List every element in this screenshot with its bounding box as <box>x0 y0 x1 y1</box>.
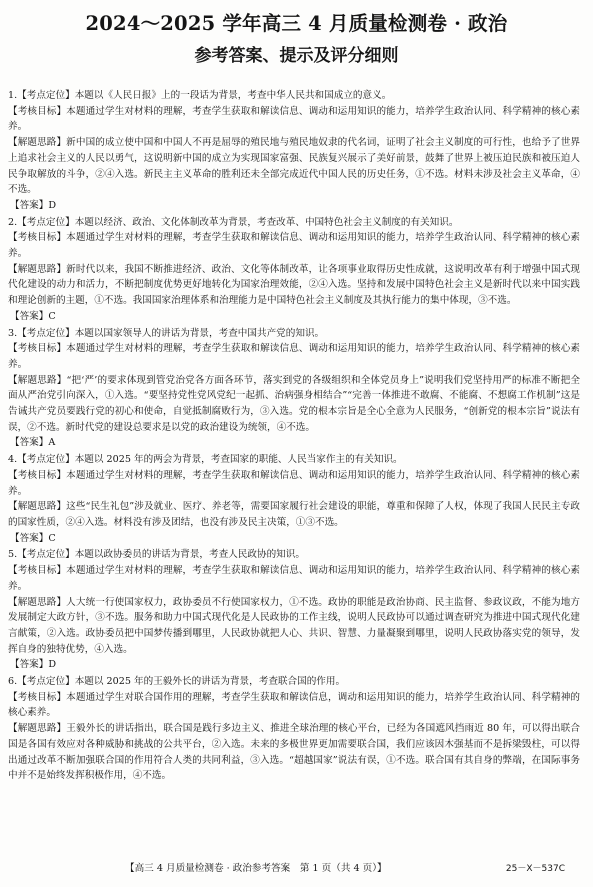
question-analysis: 【解题思路】新时代以来，我国不断推进经济、政治、文化等体制改革，让各项事业取得历史性成就，这说明改革有利于增强中国式现代化建设的动力和活力，不断把制度优势更好地转化为国家治理效能，②④入选。坚持和发展中国特色社会主义是新时代以来中国实践和理论创新的主题，①不选。我国国家治理体系和治理能力是中国特色社会主义制度及其执行能力的集中体现，③不选。 <box>8 263 580 307</box>
page-subtitle: 参考答案、提示及评分细则 <box>194 46 399 66</box>
page-title: 2024～2025 学年高三 4 月质量检测卷 · 政治 <box>85 12 508 35</box>
question-locate <box>8 547 580 563</box>
question-locate <box>8 326 580 342</box>
question-answer: 【答案】C <box>10 532 56 544</box>
answer-body <box>8 88 580 785</box>
locate-text: 【考点定位】本题以政协委员的讲话为背景，考查人民政协的知识。 <box>17 549 305 561</box>
locate-text: 【考点定位】本题以《人民日报》上的一段话为背景，考查中华人民共和国成立的意义。 <box>17 90 392 101</box>
question-answer: 【答案】D <box>10 659 57 671</box>
locate-text: 【考点定位】本题以 2025 年的两会为背景，考查国家的职能、人民当家作主的有关知识。 <box>17 454 403 466</box>
question-locate <box>8 452 580 468</box>
question-target: 【考核目标】本题通过学生对材料的理解，考查学生获取和解读信息、调动和运用知识的能力，培养学生政治认同、科学精神的核心素养。 <box>8 232 580 260</box>
question-target: 【考核目标】本题通过学生对材料的理解，考查学生获取和解读信息、调动和运用知识的能力，培养学生政治认同、科学精神的核心素养。 <box>8 105 580 133</box>
question-number: 5. <box>8 549 18 561</box>
question-2 <box>8 215 580 325</box>
question-locate <box>8 674 580 690</box>
question-number: 4. <box>8 454 18 466</box>
question-6 <box>8 674 580 784</box>
question-analysis: 【解题思路】“把‘严’的要求体现到管党治党各方面各环节，落实到党的各级组织和全体党员身上”说明我们党坚持用严的标准不断把全面从严治党引向深入，①入选。“要坚持党性党风党纪一起抓、治病强身相结合”“完善一体推进不敢腐、不能腐、不想腐工作机制”这是告诫共产党员要践行党的初心和使命，自觉抵制腐败行为，③入选。党的根本宗旨是全心全意为人民服务，“创新党的根本宗旨”说法有误，②不选。新时代党的建设总要求是以党的政治建设为统领，④不选。 <box>8 374 580 433</box>
footer-doc-code: 25－X－537C <box>505 864 565 874</box>
question-target: 【考核目标】本题通过学生对材料的理解，考查学生获取和解读信息、调动和运用知识的能力，培养学生政治认同、科学精神的核心素养。 <box>8 565 580 592</box>
question-answer: 【答案】A <box>10 437 56 449</box>
question-target: 【考核目标】本题通过学生对联合国作用的理解，考查学生获取和解读信息，调动和运用知识的能力，培养学生政治认同、科学精神的核心素养。 <box>8 691 580 719</box>
locate-text: 【考点定位】本题以 2025 年的王毅外长的讲话为背景，考查联合国的作用。 <box>17 676 346 688</box>
question-number: 3. <box>8 327 18 339</box>
locate-text: 【考点定位】本题以经济、政治、文化体制改革为背景，考查改革、中国特色社会主义制度的有关知识。 <box>17 216 459 228</box>
question-number: 2. <box>8 216 18 228</box>
question-analysis: 【解题思路】王毅外长的讲话指出，联合国是践行多边主义、推进全球治理的核心平台，已经为各国遮风挡雨近 80 年，可以得出联合国是各国有效应对各种威胁和挑战的公共平台，②入选。未来的多极世界更加需要联合国，我们应该因木强基而不是拆梁毁柱，可以得出通过改革不断加强联合国的作用符合人类的共同利益，③入选。“超越国家”说法有误，①不选。联合国有其自身的弊端，在国际事务中并不是始终发挥积极作用，④不选。 <box>8 723 580 782</box>
question-target: 【考核目标】本题通过学生对材料的理解，考查学生获取和解读信息、调动和运用知识的能力，培养学生政治认同、科学精神的核心素养。 <box>8 469 580 497</box>
question-analysis: 【解题思路】新中国的成立使中国和中国人不再是屈辱的殖民地与殖民地奴隶的代名词，证明了社会主义制度的可行性，也给予了世界上追求社会主义的人民以勇气，这说明新中国的成立为实现国家富强、民族复兴展示了美好前景，鼓舞了世界上被压迫民族和被压迫人民争取解放的斗争，②④入选。新民主主义革命的胜利还未全部完成近代中国人民的历史任务，①不选。材料未涉及社会主义革命，④不选。 <box>8 137 580 196</box>
question-1 <box>8 88 580 214</box>
question-locate <box>8 215 580 231</box>
question-target: 【考核目标】本题通过学生对材料的理解，考查学生获取和解读信息、调动和运用知识的能力，培养学生政治认同、科学精神的核心素养。 <box>8 343 580 370</box>
question-5 <box>8 547 580 673</box>
question-answer: 【答案】C <box>10 310 56 322</box>
footer-page-info: 【高三 4 月质量检测卷 · 政治参考答案 第 1 页（共 4 页）】 <box>125 863 387 874</box>
question-answer: 【答案】D <box>10 199 57 211</box>
question-number: 1. <box>8 90 18 101</box>
page-footer <box>0 861 593 877</box>
question-locate <box>8 88 580 104</box>
question-4 <box>8 452 580 546</box>
locate-text: 【考点定位】本题以国家领导人的讲话为背景，考查中国共产党的知识。 <box>17 327 325 339</box>
question-analysis: 【解题思路】人大统一行使国家权力，政协委员不行使国家权力，①不选。政协的职能是政治协商、民主监督、参政议政，不能为地方发展制定大政方针，③不选。服务和助力中国式现代化是人民政协的工作主线，说明人民政协可以通过调查研究为推进中国式现代化建言献策，②入选。政协委员把中国梦传播到哪里，人民政协就把人心、共识、智慧、力量凝聚到哪里，说明人民政协落实党的领导，发挥自身的独特优势，④入选。 <box>8 596 580 655</box>
question-number: 6. <box>8 676 18 688</box>
question-3 <box>8 326 580 452</box>
question-analysis: 【解题思路】这些“民生礼包”涉及就业、医疗、养老等，需要国家履行社会建设的职能，尊重和保障了人权，体现了我国人民民主专政的国家性质，②④入选。材料没有涉及团结，也没有涉及民主决策，①③不选。 <box>8 501 580 528</box>
